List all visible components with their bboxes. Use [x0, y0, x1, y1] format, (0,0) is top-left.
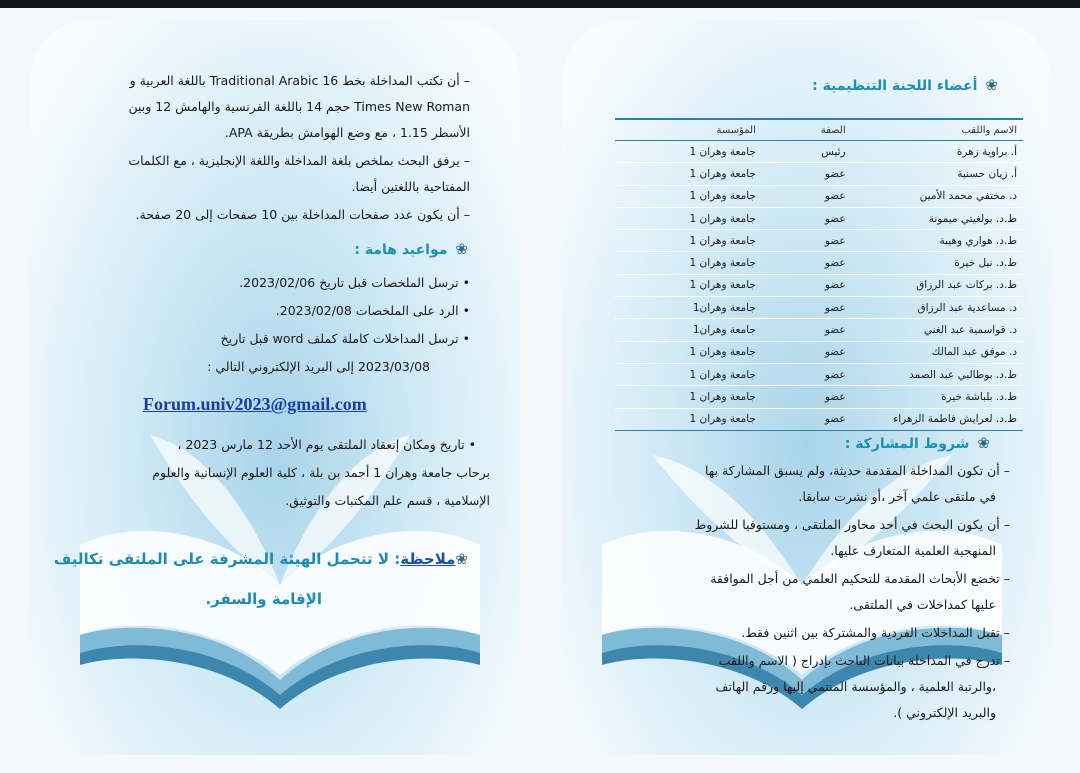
condition-line: والبريد الإلكتروني ).: [893, 705, 996, 720]
committee-heading: ❀أعضاء اللجنة التنظيمية :: [812, 76, 998, 94]
table-row: [615, 274, 1023, 296]
top-edge: [0, 0, 1080, 8]
venue-line: برحاب جامعة وهران 1 أحمد بن بلة ، كلية العلوم الإنسانية والعلوم: [152, 465, 490, 480]
table-row: [615, 163, 1023, 185]
member-role: عضو: [762, 230, 852, 252]
committee-table: [615, 118, 1023, 431]
col-name-header: الاسم واللقب: [852, 119, 1023, 141]
member-role: عضو: [762, 207, 852, 229]
member-role: عضو: [762, 185, 852, 207]
member-inst: جامعة وهران 1: [615, 207, 762, 229]
member-inst: جامعة وهران 1: [615, 274, 762, 296]
member-name: د. قواسمية عبد الغني: [852, 319, 1023, 341]
condition-line: – أن يكون البحث في أحد محاور الملتقى ، ومستوفيا للشروط: [694, 517, 1010, 532]
note-text: : لا تتحمل الهيئة المشرفة على الملتقى تكاليف: [53, 550, 401, 568]
member-name: ط.د. بولغيتي ميمونة: [852, 207, 1023, 229]
table-row: [615, 252, 1023, 274]
condition-line: المنهجية العلمية المتعارف عليها.: [830, 543, 996, 558]
member-role: عضو: [762, 408, 852, 430]
member-role: عضو: [762, 363, 852, 385]
member-name: أ. زيان حسنية: [852, 163, 1023, 185]
rule-line: – أن يكون عدد صفحات المداخلة بين 10 صفحات إلى 20 صفحة.: [135, 207, 470, 222]
member-inst: جامعة وهران 1: [615, 185, 762, 207]
note-line: [54, 550, 468, 568]
member-inst: جامعة وهران1: [615, 319, 762, 341]
condition-line: – تقبل المداخلات الفردية والمشتركة بين اثنين فقط.: [741, 625, 1010, 640]
rule-line: المفتاحية باللغتين أيضا.: [351, 179, 470, 194]
table-row: [615, 363, 1023, 385]
ornament-icon: ❀: [455, 550, 468, 568]
table-row: [615, 386, 1023, 408]
member-name: د. موفق عبد المالك: [852, 341, 1023, 363]
table-row: [615, 207, 1023, 229]
table-row: [615, 230, 1023, 252]
table-row: [615, 341, 1023, 363]
ornament-icon: ❀: [455, 240, 468, 258]
member-inst: جامعة وهران 1: [615, 163, 762, 185]
table-row: [615, 297, 1023, 319]
note-line-2: الإقامة والسفر.: [205, 590, 322, 608]
col-inst-header: المؤسسة: [615, 119, 762, 141]
contact-email-link[interactable]: Forum.univ2023@gmail.com: [143, 394, 367, 414]
member-inst: جامعة وهران 1: [615, 363, 762, 385]
member-role: رئيس: [762, 141, 852, 163]
ornament-icon: ❀: [985, 76, 998, 94]
member-name: ط.د. بوطالبي عبد الصمد: [852, 363, 1023, 385]
rule-line: الأسطر 1.15 ، مع وضع الهوامش بطريقة APA.: [224, 125, 470, 140]
member-inst: جامعة وهران 1: [615, 230, 762, 252]
member-name: د. مساعدية عبد الرزاق: [852, 297, 1023, 319]
member-name: ط.د. نيل خيرة: [852, 252, 1023, 274]
member-role: عضو: [762, 341, 852, 363]
member-name: د. مختفي محمد الأمين: [852, 185, 1023, 207]
important-dates: [60, 270, 470, 380]
condition-line: عليها كمداخلات في الملتقى.: [849, 597, 996, 612]
member-name: ط.د. بركات عبد الرزاق: [852, 274, 1023, 296]
rule-line: Times New Roman حجم 14 باللغة الفرنسية والهامش 12 وبين: [128, 99, 470, 114]
member-name: ط.د. هواري وهيبة: [852, 230, 1023, 252]
member-inst: جامعة وهران 1: [615, 386, 762, 408]
condition-line: – تدرج في المداخلة بيانات الباحث بإدراج ( الاسم واللقب: [718, 653, 1010, 668]
participation-conditions: [590, 458, 1010, 723]
ornament-icon: ❀: [977, 434, 990, 452]
date-item: • ترسل الملخصات قبل تاريخ 2023/02/06.: [239, 275, 470, 290]
note-label: ملاحظة: [400, 550, 456, 568]
member-role: عضو: [762, 252, 852, 274]
condition-line: ،والرتبة العلمية ، والمؤسسة المنتمي إليها ورقم الهاتف: [715, 679, 996, 694]
member-inst: جامعة وهران1: [615, 297, 762, 319]
table-row: [615, 319, 1023, 341]
condition-line: في ملتقى علمي آخر ،أو نشرت سابقا.: [798, 489, 996, 504]
date-item: 2023/03/08 إلى البريد الإلكتروني التالي :: [207, 359, 430, 374]
date-item: • الرد على الملخصات 2023/02/08.: [275, 303, 470, 318]
table-row: [615, 185, 1023, 207]
member-name: أ. براوية زهرة: [852, 141, 1023, 163]
venue-line: الإسلامية ، قسم علم المكتبات والتوثيق.: [285, 493, 490, 508]
condition-line: – أن تكون المداخلة المقدمة حديثة، ولم يسبق المشاركة بها: [704, 463, 1010, 478]
member-role: عضو: [762, 386, 852, 408]
member-role: عضو: [762, 163, 852, 185]
important-dates-heading: ❀مواعيد هامة :: [354, 240, 468, 258]
rule-line: – يرفق البحث بملخص بلغة المداخلة واللغة الإنجليزية ، مع الكلمات: [128, 153, 470, 168]
table-row: [615, 408, 1023, 430]
date-item: • ترسل المداخلات كاملة كملف word قبل تاريخ: [220, 331, 470, 346]
col-role-header: الصفة: [762, 119, 852, 141]
member-role: عضو: [762, 297, 852, 319]
member-name: ط.د. بلباشة خيرة: [852, 386, 1023, 408]
formatting-rules: [60, 68, 470, 228]
table-row: [615, 141, 1023, 163]
member-inst: جامعة وهران 1: [615, 341, 762, 363]
member-inst: جامعة وهران 1: [615, 408, 762, 430]
conditions-heading: ❀شروط المشاركة :: [844, 434, 990, 452]
rule-line: – أن تكتب المداخلة بخط 16 Traditional Arabic باللغة العربية و: [129, 73, 470, 88]
venue-line: • تاريخ ومكان إنعقاد الملتقى يوم الأحد 12 مارس 2023 ،: [177, 437, 476, 452]
member-role: عضو: [762, 274, 852, 296]
member-inst: جامعة وهران 1: [615, 141, 762, 163]
condition-line: – تخضع الأبحاث المقدمة للتحكيم العلمي من أجل الموافقة: [710, 571, 1010, 586]
member-role: عضو: [762, 319, 852, 341]
member-inst: جامعة وهران 1: [615, 252, 762, 274]
venue-info: [60, 432, 490, 522]
member-name: ط.د. لعرايش فاطمة الزهراء: [852, 408, 1023, 430]
